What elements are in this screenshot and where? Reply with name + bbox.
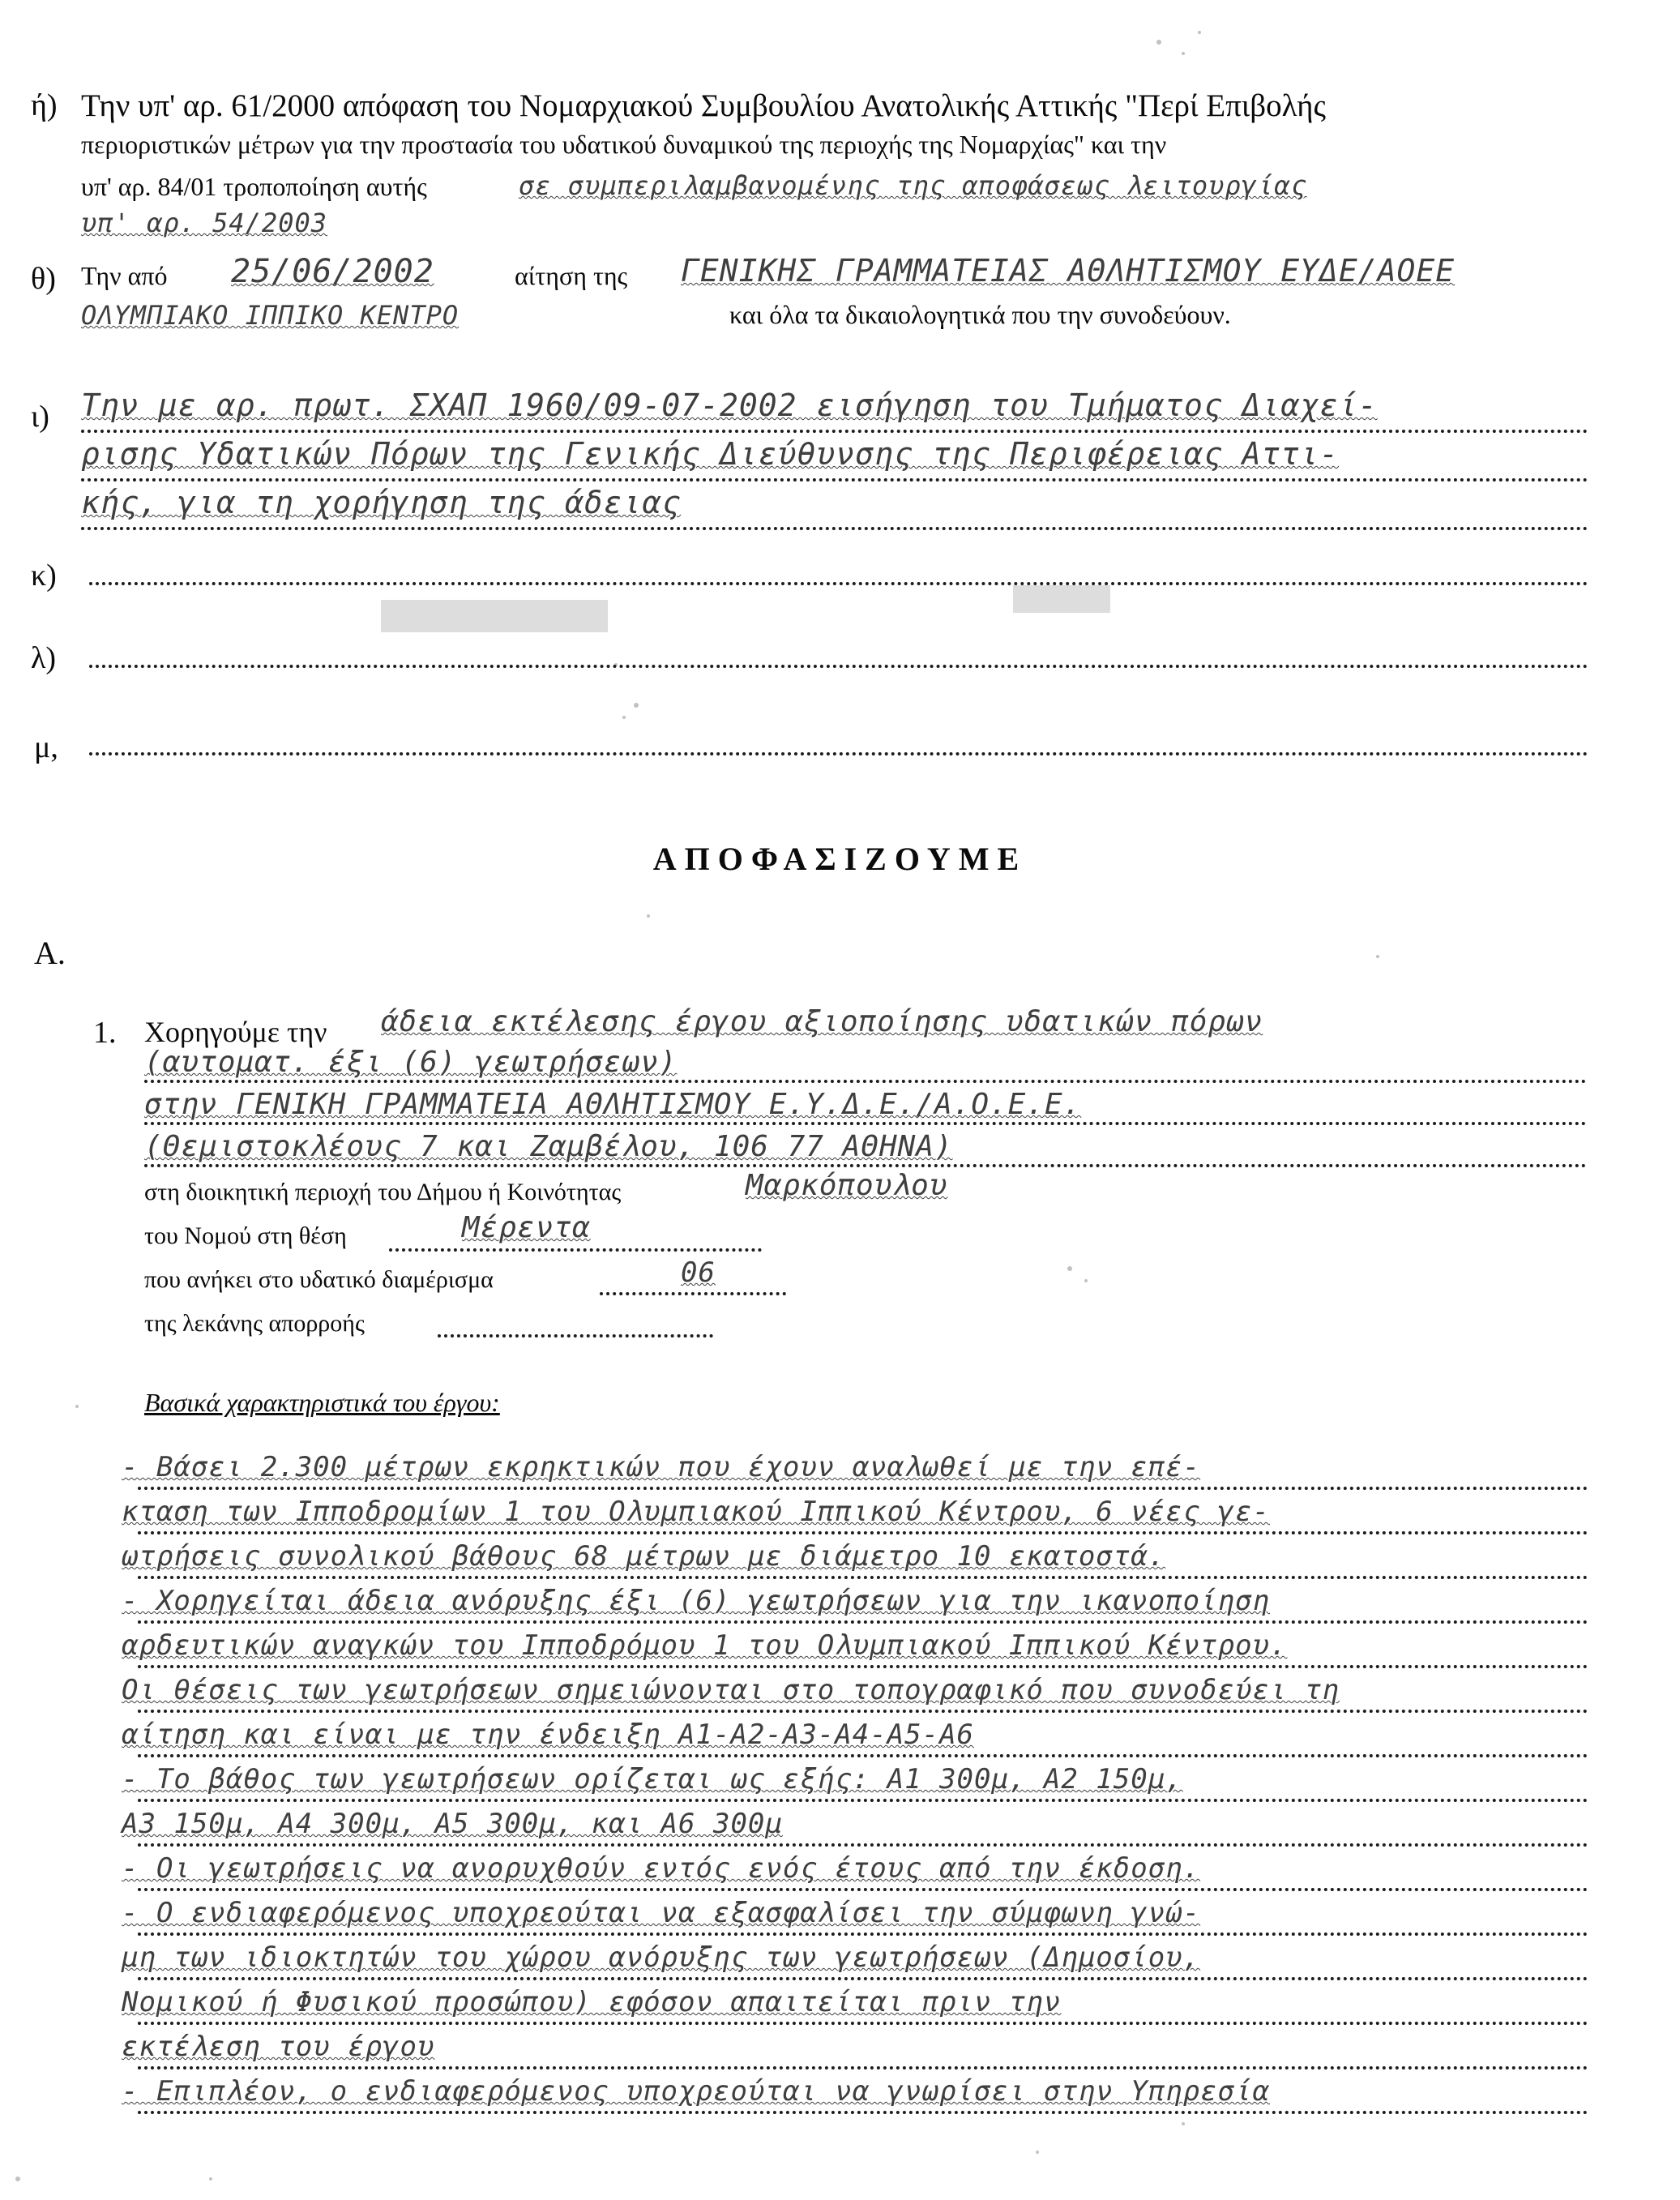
- dotted-line: [89, 582, 1588, 585]
- feature-line: - Βάσει 2.300 μέτρων εκρηκτικών που έχουν αναλωθεί με την επέ-: [122, 1451, 1201, 1483]
- dotted-line: [138, 1531, 1588, 1534]
- dotted-line: [138, 1665, 1588, 1668]
- basin-label: που ανήκει στο υδατικό διαμέρισμα: [144, 1266, 494, 1293]
- handwritten-entry: κής, για τη χορήγηση της άδειας: [81, 485, 682, 520]
- clause-label: μ,: [34, 730, 58, 764]
- handwritten-entry: (Θεμιστοκλέους 7 και Ζαμβέλου, 106 77 ΑΘΗΝΑ): [144, 1130, 953, 1163]
- dotted-line: [138, 2111, 1588, 2114]
- clause-text: και όλα τα δικαιολογητικά που την συνοδεύουν.: [729, 300, 1231, 329]
- feature-line: - Οι γεωτρήσεις να ανορυχθούν εντός ενός έτους από την έκδοση.: [122, 1852, 1201, 1885]
- clause-label: ή): [31, 88, 58, 122]
- dotted-line: [600, 1292, 786, 1295]
- dotted-line: [138, 1487, 1588, 1490]
- dotted-line: [138, 1620, 1588, 1624]
- clause-text: Την από: [81, 261, 168, 290]
- handwritten-entry: σε συμπεριλαμβανομένης της αποφάσεως λειτουργίας: [519, 170, 1307, 201]
- clause-label: ι): [31, 400, 49, 434]
- dotted-line: [138, 1576, 1588, 1579]
- clause-text-line: Την υπ' αρ. 61/2000 απόφαση του Νομαρχιακού Συμβουλίου Ανατολικής Αττικής "Περί Επιβολής: [81, 88, 1327, 123]
- handwritten-entry: άδεια εκτέλεσης έργου αξιοποίησης υδατικών πόρων: [381, 1005, 1263, 1038]
- dotted-line: [138, 1710, 1588, 1713]
- decision-heading: ΑΠΟΦΑΣΙΖΟΥΜΕ: [652, 841, 1028, 877]
- feature-line: ωτρήσεις συνολικού βάθους 68 μέτρων με διάμετρο 10 εκατοστά.: [122, 1540, 1166, 1573]
- dotted-line: [138, 1843, 1588, 1847]
- handwritten-entry: στην ΓΕΝΙΚΗ ΓΡΑΜΜΑΤΕΙΑ ΑΘΛΗΤΙΣΜΟΥ Ε.Υ.Δ.Ε./Α.Ο.Ε.Ε.: [144, 1088, 1082, 1121]
- grant-prefix: Χορηγούμε την: [144, 1016, 327, 1048]
- clause-text-line: υπ' αρ. 84/01 τροποποίηση αυτής: [81, 172, 427, 201]
- clause-label: θ): [31, 262, 56, 296]
- feature-line: αρδευτικών αναγκών του Ιπποδρόμου 1 του Ολυμπιακού Ιππικού Κέντρου.: [122, 1629, 1288, 1662]
- dotted-line: [81, 478, 1588, 482]
- dotted-line: [138, 1888, 1588, 1891]
- dotted-line: [138, 1754, 1588, 1757]
- handwritten-area: Μαρκόπουλου: [746, 1169, 948, 1202]
- feature-line: - Ο ενδιαφερόμενος υποχρεούται να εξασφαλίσει την σύμφωνη γνώ-: [122, 1897, 1201, 1929]
- catchment-label: της λεκάνης απορροής: [144, 1310, 365, 1337]
- dotted-line: [89, 752, 1588, 755]
- handwritten-entry: υπ' αρ. 54/2003: [81, 208, 327, 238]
- dotted-line: [138, 1932, 1588, 1936]
- dotted-line: [138, 2066, 1588, 2069]
- feature-line: εκτέλεση του έργου: [122, 2031, 435, 2063]
- handwritten-applicant: ΓΕΝΙΚΗΣ ΓΡΑΜΜΑΤΕΙΑΣ ΑΘΛΗΤΙΣΜΟΥ ΕΥΔΕ/ΑΟΕΕ: [681, 253, 1456, 289]
- dotted-line: [89, 665, 1588, 668]
- feature-line: Νομικού ή Φυσικού προσώπου) εφόσον απαιτείται πριν την: [122, 1986, 1062, 2018]
- clause-text: αίτηση της: [515, 261, 628, 290]
- area-label: στη διοικητική περιοχή του Δήμου ή Κοινότητας: [144, 1179, 622, 1205]
- handwritten-entry: Την με αρ. πρωτ. ΣΧΑΠ 1960/09-07-2002 εισήγηση του Τμήματος Διαχεί-: [81, 387, 1378, 423]
- dotted-line: [138, 1977, 1588, 1980]
- dotted-line: [81, 527, 1588, 530]
- handwritten-entry: (αυτοματ. έξι (6) γεωτρήσεων): [144, 1046, 678, 1079]
- item-number: 1.: [93, 1016, 117, 1050]
- feature-line: κταση των Ιπποδρομίων 1 του Ολυμπιακού Ιππικού Κέντρου, 6 νέες γε-: [122, 1496, 1271, 1528]
- clause-label: κ): [31, 559, 57, 593]
- clause-text-line: περιοριστικών μέτρων για την προστασία του υδατικού δυναμικού της περιοχής της Νομαρχίας" και την: [81, 130, 1167, 159]
- feature-line: Οι θέσεις των γεωτρήσεων σημειώνονται στο τοπογραφικό που συνοδεύει τη: [122, 1674, 1340, 1706]
- prefecture-label: του Νομού στη θέση: [144, 1222, 347, 1249]
- handwritten-entry: ρισης Υδατικών Πόρων της Γενικής Διεύθυνσης της Περιφέρειας Αττι-: [81, 436, 1340, 472]
- feature-line: αίτηση και είναι με την ένδειξη Α1-Α2-Α3-Α4-Α5-Α6: [122, 1718, 975, 1751]
- dotted-line: [81, 430, 1588, 433]
- feature-line: - Το βάθος των γεωτρήσεων ορίζεται ως εξής: Α1 300μ, Α2 150μ,: [122, 1763, 1183, 1796]
- handwritten-date: 25/06/2002: [231, 253, 434, 290]
- dotted-line: [438, 1334, 713, 1338]
- handwritten-basin: 06: [681, 1256, 716, 1289]
- dotted-line: [144, 1122, 1587, 1125]
- feature-line: Α3 150μ, Α4 300μ, Α5 300μ, και Α6 300μ: [122, 1808, 783, 1840]
- features-title: Βασικά χαρακτηριστικά του έργου:: [144, 1388, 500, 1417]
- dotted-line: [144, 1164, 1587, 1167]
- feature-line: - Χορηγείται άδεια ανόρυξης έξι (6) γεωτρήσεων για την ικανοποίηση: [122, 1585, 1271, 1617]
- dotted-line: [389, 1248, 762, 1252]
- dotted-line: [144, 1080, 1587, 1083]
- feature-line: - Επιπλέον, ο ενδιαφερόμενος υποχρεούται να γνωρίσει στην Υπηρεσία: [122, 2075, 1271, 2108]
- feature-line: μη των ιδιοκτητών του χώρου ανόρυξης των γεωτρήσεων (Δημοσίου,: [122, 1941, 1201, 1974]
- clause-label: λ): [31, 641, 57, 675]
- dotted-line: [138, 1799, 1588, 1802]
- section-label: Α.: [34, 935, 66, 971]
- handwritten-entry: ΟΛΥΜΠΙΑΚΟ ΙΠΠΙΚΟ ΚΕΝΤΡΟ: [81, 300, 460, 331]
- dotted-line: [138, 2022, 1588, 2025]
- handwritten-location: Μέρεντα: [462, 1211, 591, 1244]
